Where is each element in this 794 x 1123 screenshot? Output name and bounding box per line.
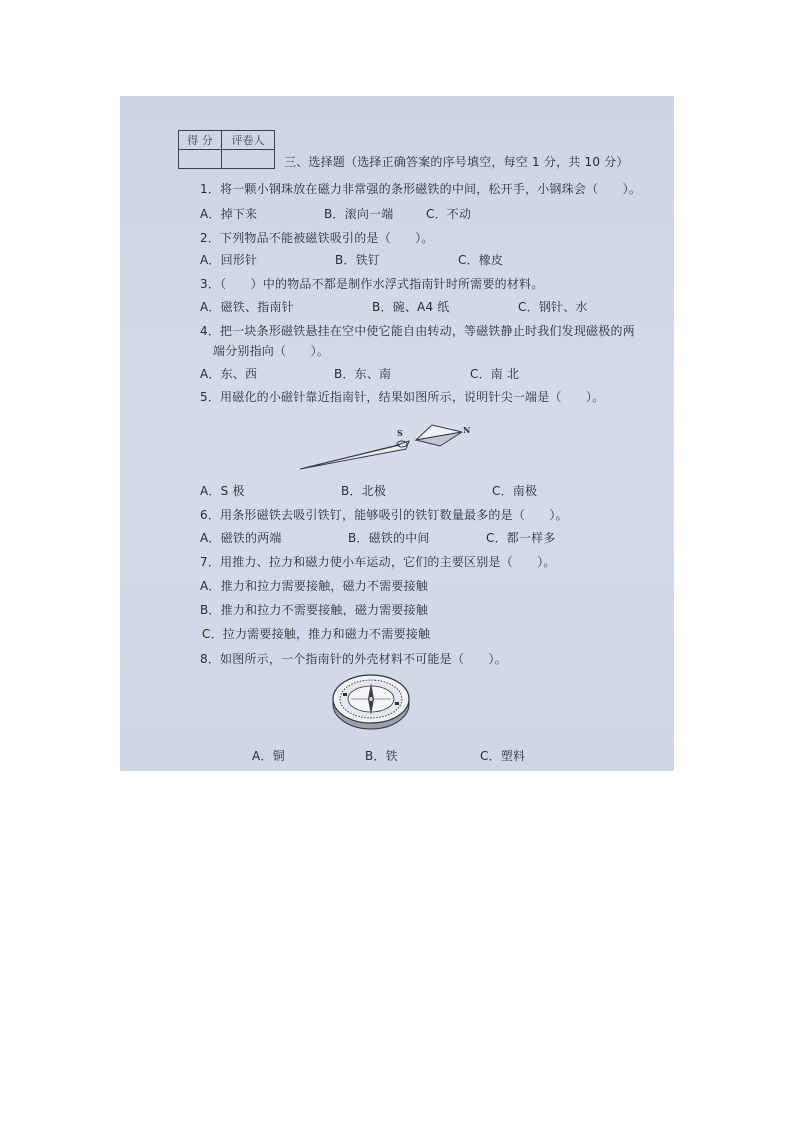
question-3-option-c: C．钢针、水 bbox=[518, 300, 588, 314]
exam-photo bbox=[120, 96, 674, 771]
question-5-option-b: B．北极 bbox=[341, 484, 387, 498]
grader-header: 评卷人 bbox=[222, 131, 275, 150]
question-7-option-c: C．拉力需要接触，推力和磁力不需要接触 bbox=[202, 627, 431, 641]
question-3-option-b: B．碗、A4 纸 bbox=[372, 300, 450, 314]
question-6-option-b: B．磁铁的中间 bbox=[348, 531, 430, 545]
question-2-option-c: C．橡皮 bbox=[458, 253, 504, 267]
question-8-option-a: A．铜 bbox=[252, 749, 285, 763]
question-2-option-b: B．铁钉 bbox=[335, 253, 381, 267]
question-6-option-c: C．都一样多 bbox=[486, 531, 556, 545]
s-pole-label: S bbox=[397, 428, 403, 438]
needle-compass-figure bbox=[296, 418, 476, 474]
question-1-option-a: A．掉下来 bbox=[200, 207, 258, 221]
question-3-option-a: A．磁铁、指南针 bbox=[200, 300, 294, 314]
question-4-option-b: B．东、南 bbox=[334, 367, 392, 381]
question-1-option-b: B．滚向一端 bbox=[324, 207, 394, 221]
score-header: 得 分 bbox=[179, 131, 222, 150]
question-4-stem: 4．把一块条形磁铁悬挂在空中使它能自由转动，等磁铁静止时我们发现磁极的两 bbox=[200, 324, 635, 338]
question-1-option-c: C．不动 bbox=[426, 207, 472, 221]
n-pole-label: N bbox=[463, 425, 471, 435]
question-4-option-a: A．东、西 bbox=[200, 367, 258, 381]
section-title: 三、选择题（选择正确答案的序号填空，每空 1 分，共 10 分） bbox=[284, 155, 629, 169]
question-5-stem: 5．用磁化的小磁针靠近指南针，结果如图所示，说明针尖一端是（ ）。 bbox=[200, 390, 605, 404]
question-5-option-a: A．S 极 bbox=[200, 484, 245, 498]
question-3-stem: 3．（ ）中的物品不都是制作水浮式指南针时所需要的材料。 bbox=[200, 277, 544, 291]
score-box bbox=[178, 130, 275, 169]
question-6-stem: 6．用条形磁铁去吸引铁钉，能够吸引的铁钉数量最多的是（ ）。 bbox=[200, 508, 568, 522]
grader-cell bbox=[222, 150, 275, 169]
question-7-option-b: B．推力和拉力不需要接触，磁力需要接触 bbox=[200, 603, 429, 617]
question-7-option-a: A．推力和拉力需要接触，磁力不需要接触 bbox=[200, 579, 429, 593]
question-7-stem: 7．用推力、拉力和磁力使小车运动，它们的主要区别是（ ）。 bbox=[200, 555, 556, 569]
question-2-stem: 2．下列物品不能被磁铁吸引的是（ ）。 bbox=[200, 231, 434, 245]
question-8-option-c: C．塑料 bbox=[480, 749, 526, 763]
compass-figure bbox=[329, 671, 413, 733]
question-5-option-c: C．南极 bbox=[492, 484, 538, 498]
question-4-option-c: C．南 北 bbox=[470, 367, 520, 381]
question-1-stem: 1．将一颗小钢珠放在磁力非常强的条形磁铁的中间，松开手，小钢珠会（ ）。 bbox=[200, 182, 642, 196]
question-2-option-a: A．回形针 bbox=[200, 253, 258, 267]
score-cell bbox=[179, 150, 222, 169]
question-4-stem-line2: 端分别指向（ ）。 bbox=[213, 344, 330, 358]
question-6-option-a: A．磁铁的两端 bbox=[200, 531, 282, 545]
question-8-stem: 8．如图所示，一个指南针的外壳材料不可能是（ ）。 bbox=[200, 652, 507, 666]
question-8-option-b: B．铁 bbox=[365, 749, 398, 763]
